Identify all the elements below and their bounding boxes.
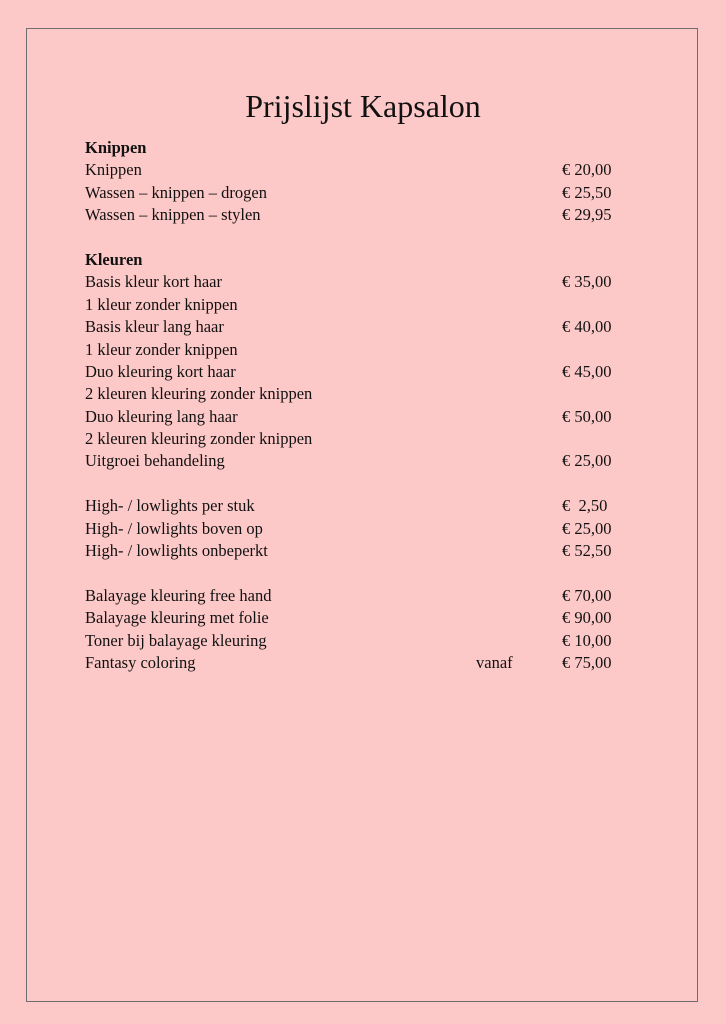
service-name: 1 kleur zonder knippen — [85, 294, 238, 314]
price-row — [85, 316, 645, 338]
section-spacer — [85, 227, 645, 249]
price-row — [85, 630, 645, 652]
service-name: 2 kleuren kleuring zonder knippen — [85, 429, 313, 449]
price-row — [85, 159, 645, 181]
service-price: € 25,00 — [562, 518, 612, 538]
page-title: Prijslijst Kapsalon — [245, 88, 481, 124]
service-name: Balayage kleuring met folie — [85, 608, 269, 628]
price-row — [85, 339, 645, 361]
service-price: € 45,00 — [562, 361, 612, 381]
service-price: € 50,00 — [562, 406, 612, 426]
service-price: € 25,00 — [562, 451, 612, 471]
price-row — [85, 607, 645, 629]
service-price: € 29,95 — [562, 205, 612, 225]
service-price: € 35,00 — [562, 272, 612, 292]
service-name: 2 kleuren kleuring zonder knippen — [85, 384, 313, 404]
price-row — [85, 204, 645, 226]
price-row — [85, 518, 645, 540]
service-name: Toner bij balayage kleuring — [85, 630, 267, 650]
service-name: High- / lowlights onbeperkt — [85, 541, 268, 561]
service-price: € 25,50 — [562, 182, 612, 202]
section-heading — [85, 249, 645, 271]
price-row — [85, 652, 645, 674]
service-price: € 2,50 — [562, 496, 608, 516]
service-name: Duo kleuring kort haar — [85, 361, 236, 381]
price-row — [85, 406, 645, 428]
service-price: € 70,00 — [562, 585, 612, 605]
price-list — [85, 137, 645, 674]
service-name: Basis kleur kort haar — [85, 272, 223, 292]
service-price: € 75,00 — [562, 652, 612, 672]
section-heading-label: Knippen — [85, 138, 147, 157]
service-price: € 20,00 — [562, 160, 612, 180]
price-row — [85, 585, 645, 607]
price-row — [85, 182, 645, 204]
service-name: Balayage kleuring free hand — [85, 585, 272, 605]
price-note: vanaf — [476, 652, 513, 672]
service-price: € 52,50 — [562, 541, 612, 561]
price-row — [85, 383, 645, 405]
price-row — [85, 428, 645, 450]
section-heading — [85, 137, 645, 159]
price-row — [85, 540, 645, 562]
price-row — [85, 361, 645, 383]
service-name: Knippen — [85, 160, 142, 180]
service-name: Wassen – knippen – stylen — [85, 205, 261, 225]
service-name: 1 kleur zonder knippen — [85, 339, 238, 359]
price-row — [85, 495, 645, 517]
section-spacer — [85, 562, 645, 584]
service-name: Wassen – knippen – drogen — [85, 182, 267, 202]
service-name: Basis kleur lang haar — [85, 317, 224, 337]
service-name: High- / lowlights boven op — [85, 518, 263, 538]
service-price: € 10,00 — [562, 630, 612, 650]
section-heading-label: Kleuren — [85, 249, 143, 269]
price-row — [85, 271, 645, 293]
service-price: € 90,00 — [562, 608, 612, 628]
price-row — [85, 450, 645, 472]
service-name: High- / lowlights per stuk — [85, 496, 255, 516]
service-name: Fantasy coloring — [85, 652, 196, 672]
price-row — [85, 294, 645, 316]
section-spacer — [85, 473, 645, 495]
service-price: € 40,00 — [562, 317, 612, 337]
service-name: Uitgroei behandeling — [85, 451, 225, 471]
service-name: Duo kleuring lang haar — [85, 406, 238, 426]
